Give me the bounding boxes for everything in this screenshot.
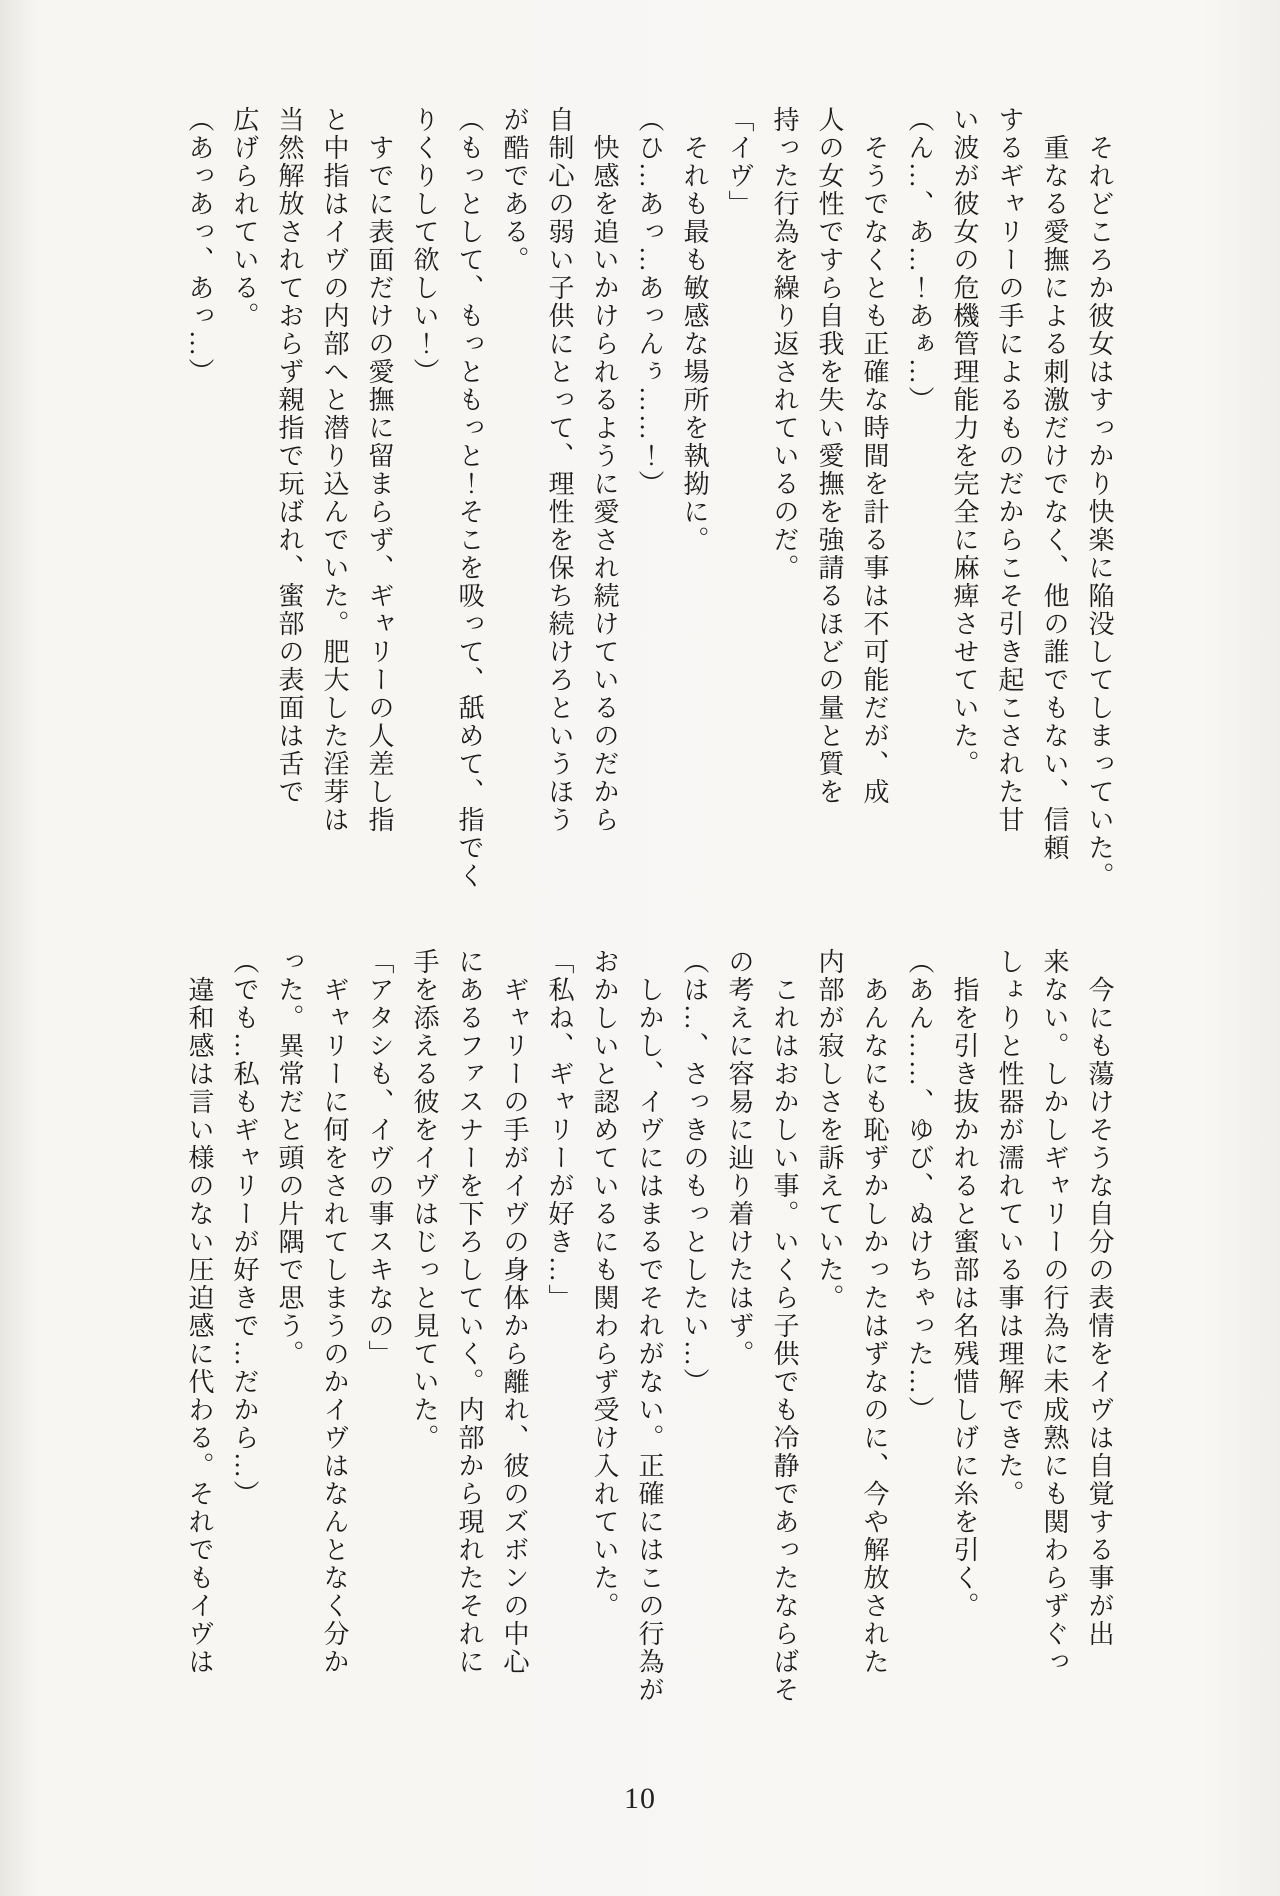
text-column: しょりと性器が濡れている事は理解できた。 [995, 948, 1024, 1508]
text-column: 快感を追いかけられるように愛され続けているのだから [590, 106, 619, 834]
text-column: （あっあっ、あっ…） [185, 106, 214, 386]
text-column: （でも…私もギャリーが好きで…だから…） [230, 948, 259, 1508]
text-column: （ひ…あっ…あっんぅ……！） [635, 106, 664, 498]
text-column: しかし、イヴにはまるでそれがない。正確にはこの行為が [635, 948, 664, 1704]
text-column: 指を引き抜かれると蜜部は名残惜しげに糸を引く。 [950, 948, 979, 1620]
text-column: そうでなくとも正確な時間を計る事は不可能だが、成 [860, 106, 889, 806]
text-column: それも最も敏感な場所を執拗に。 [680, 106, 709, 554]
text-column: 持った行為を繰り返されているのだ。 [770, 106, 799, 582]
text-column: ギャリーに何をされてしまうのかイヴはなんとなく分か [320, 948, 349, 1676]
text-column: 内部が寂しさを訴えていた。 [815, 948, 844, 1312]
text-column: 違和感は言い様のない圧迫感に代わる。それでもイヴは [185, 948, 214, 1676]
text-column: 重なる愛撫による刺激だけでなく、他の誰でもない、信頼 [1040, 106, 1069, 862]
text-column: と中指はイヴの内部へと潜り込んでいた。肥大した淫芽は [320, 106, 349, 834]
text-column: それどころか彼女はすっかり快楽に陥没してしまっていた。 [1085, 106, 1114, 890]
text-column: （ん…、あ…！あぁ…） [905, 106, 934, 414]
text-column: あんなにも恥ずかしかったはずなのに、今や解放された [860, 948, 889, 1676]
text-column: すでに表面だけの愛撫に留まらず、ギャリーの人差し指 [365, 106, 394, 834]
text-column: （もっとして、もっともっと！そこを吸って、舐めて、指でく [455, 106, 484, 890]
text-column: 来ない。しかしギャリーの行為に未成熟にも関わらずぐっ [1040, 948, 1069, 1676]
text-column: 「アタシも、イヴの事スキなの」 [365, 948, 394, 1368]
text-column: （あん……、ゆび、ぬけちゃった…） [905, 948, 934, 1424]
text-column: の考えに容易に辿り着けたはず。 [725, 948, 754, 1368]
text-column: ギャリーの手がイヴの身体から離れ、彼のズボンの中心 [500, 948, 529, 1676]
text-column: 手を添える彼をイヴはじっと見ていた。 [410, 948, 439, 1452]
text-column: （は…、さっきのもっとしたい…） [680, 948, 709, 1396]
text-column: 当然解放されておらず親指で玩ばれ、蜜部の表面は舌で [275, 106, 304, 806]
text-block-top [176, 106, 1122, 906]
text-column: するギャリーの手によるものだからこそ引き起こされた甘 [995, 106, 1024, 834]
text-column: 自制心の弱い子供にとって、理性を保ち続けろというほう [545, 106, 574, 834]
text-column: りくりして欲しい！） [410, 106, 439, 386]
text-column: 「私ね、ギャリーが好き…」 [545, 948, 574, 1312]
text-column: おかしいと認めているにも関わらず受け入れていた。 [590, 948, 619, 1620]
text-column: 「イヴ」 [725, 106, 754, 218]
text-column: これはおかしい事。いくら子供でも冷静であったならばそ [770, 948, 799, 1704]
page-number: 10 [624, 1782, 656, 1815]
text-column: い波が彼女の危機管理能力を完全に麻痺させていた。 [950, 106, 979, 778]
text-column: 人の女性ですら自我を失い愛撫を強請るほどの量と質を [815, 106, 844, 806]
text-block-bottom [176, 948, 1122, 1748]
text-column: にあるファスナーを下ろしていく。内部から現れたそれに [455, 948, 484, 1676]
text-column: 今にも蕩けそうな自分の表情をイヴは自覚する事が出 [1085, 948, 1114, 1648]
text-column: が酷である。 [500, 106, 529, 274]
text-column: った。異常だと頭の片隅で思う。 [275, 948, 304, 1368]
text-column: 広げられている。 [230, 106, 259, 330]
